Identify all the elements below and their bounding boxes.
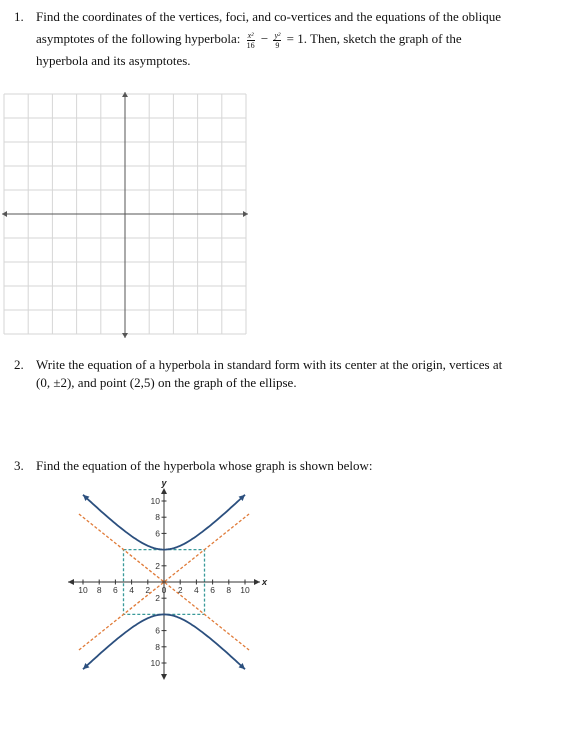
y-axis-arrow-down — [161, 674, 167, 680]
x-tick-label: 4 — [194, 585, 199, 595]
question-3 — [14, 455, 554, 477]
y-tick-label: 10 — [150, 496, 160, 506]
y-tick-label: 10 — [150, 658, 160, 668]
x-tick-label: 10 — [78, 585, 88, 595]
question-number: 1. — [14, 9, 24, 24]
fraction-x-squared-over-16: $\frac{\text{x²}}{16}$ — [246, 30, 255, 50]
y-tick-label: 6 — [155, 528, 160, 539]
y-tick-label: 2 — [155, 560, 160, 571]
x-axis-arrow-left — [68, 579, 74, 585]
y-axis-label: y — [161, 478, 167, 488]
x-tick-label: 2 — [145, 585, 151, 595]
question-number: 3. — [14, 458, 24, 473]
y-axis-arrow-down — [122, 333, 128, 338]
question-2-line-2: (0, ±2), and point (2,5) on the graph of the ellipse. — [36, 375, 297, 390]
x-tick-label: 2 — [177, 585, 183, 595]
question-2 — [14, 356, 554, 392]
y-tick-label: 8 — [155, 512, 160, 523]
question-3-text: Find the equation of the hyperbola whose graph is shown below: — [36, 458, 373, 473]
x-axis-arrow-right — [254, 579, 260, 585]
question-1-line-2: asymptotes of the following hyperbola: $\frac{\text{x²}}{16}$ − $\frac{\text{y²}}{9}$ = 1. Then, sketch the graph of the — [36, 30, 462, 50]
hyperbola-figure — [66, 478, 266, 684]
x-tick-label: 4 — [129, 585, 134, 595]
fraction-y-squared-over-9: $\frac{\text{y²}}{9}$ — [274, 30, 281, 50]
question-number: 2. — [14, 357, 24, 372]
y-tick-label: 6 — [155, 625, 160, 636]
y-tick-label: 2 — [155, 593, 160, 604]
y-axis-arrow-up — [161, 488, 167, 494]
x-tick-label: 8 — [96, 585, 102, 595]
y-tick-label: 8 — [155, 641, 160, 652]
x-tick-label: 0 — [161, 585, 167, 595]
question-2-line-1: Write the equation of a hyperbola in standard form with its center at the origin, vertices at — [36, 357, 503, 372]
blank-graph-grid — [0, 90, 250, 340]
question-1-line-1: Find the coordinates of the vertices, foci, and co-vertices and the equations of the oblique — [36, 9, 501, 24]
question-1 — [14, 6, 554, 72]
x-tick-label: 6 — [113, 585, 118, 595]
question-1-line-3: hyperbola and its asymptotes. — [36, 53, 191, 68]
x-tick-label: 8 — [226, 585, 232, 595]
x-tick-label: 6 — [210, 585, 215, 595]
x-tick-label: 10 — [240, 585, 250, 595]
x-axis-label: x — [262, 577, 268, 587]
